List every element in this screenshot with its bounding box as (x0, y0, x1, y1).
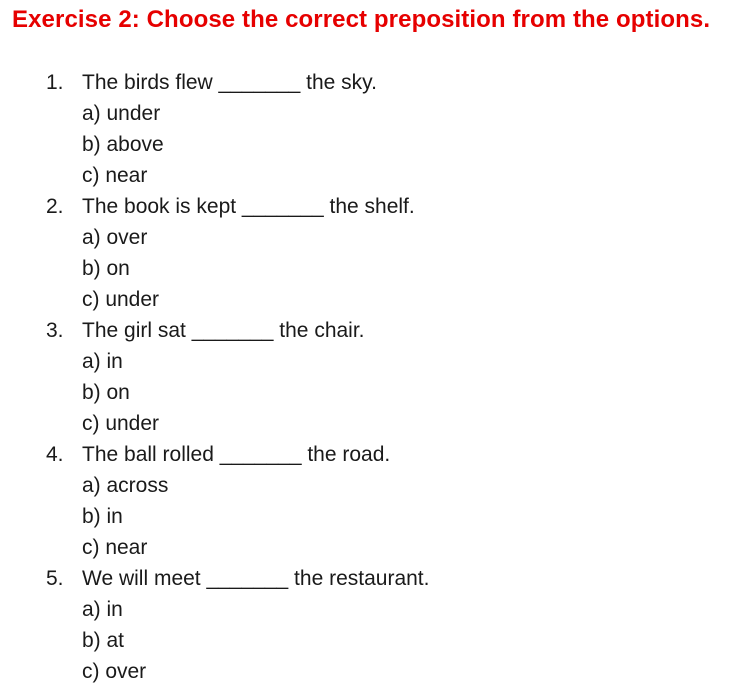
question-line (46, 563, 736, 594)
option-c: c) under (82, 412, 160, 435)
question-number: 5. (46, 567, 64, 590)
question-line (46, 191, 736, 222)
option-a: a) over (82, 226, 148, 249)
question-5 (46, 563, 736, 687)
option-a: a) under (82, 102, 161, 125)
option-c: c) near (82, 536, 148, 559)
question-text: The girl sat _______ the chair. (82, 319, 365, 342)
question-number: 1. (46, 71, 64, 94)
question-number: 3. (46, 319, 64, 342)
option-b: b) above (82, 133, 164, 156)
option-c: c) under (82, 288, 160, 311)
option-b: b) in (82, 505, 123, 528)
question-line (46, 315, 736, 346)
option-c: c) near (82, 164, 148, 187)
exercise-title: Exercise 2: Choose the correct preposition from the options. (12, 6, 711, 33)
question-number: 4. (46, 443, 64, 466)
question-3 (46, 315, 736, 439)
question-line (46, 67, 736, 98)
question-text: We will meet _______ the restaurant. (82, 567, 430, 590)
option-b: b) at (82, 629, 125, 652)
question-list (46, 67, 736, 687)
option-a: a) in (82, 350, 123, 373)
question-4 (46, 439, 736, 563)
question-line (46, 439, 736, 470)
option-c: c) over (82, 660, 147, 683)
question-2 (46, 191, 736, 315)
option-b: b) on (82, 381, 130, 404)
question-text: The birds flew _______ the sky. (82, 71, 377, 94)
question-text: The ball rolled _______ the road. (82, 443, 391, 466)
question-text: The book is kept _______ the shelf. (82, 195, 415, 218)
question-1 (46, 67, 736, 191)
question-number: 2. (46, 195, 64, 218)
option-b: b) on (82, 257, 130, 280)
option-a: a) across (82, 474, 169, 497)
option-a: a) in (82, 598, 123, 621)
